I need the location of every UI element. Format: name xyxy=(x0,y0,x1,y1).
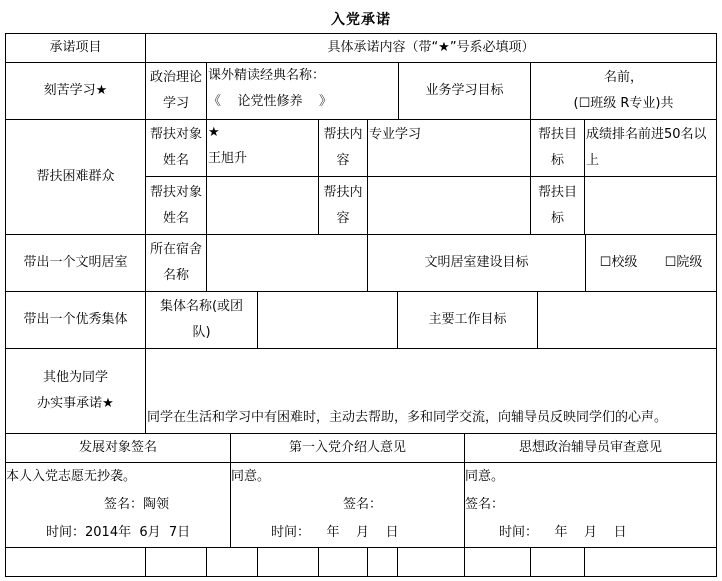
help-content-value-2[interactable] xyxy=(367,176,531,235)
help-goal-value[interactable]: 成绩排名前进50名以上 xyxy=(584,119,717,177)
bottom-cell-5 xyxy=(318,547,368,577)
collective-name-label: 集体名称(或团 队) xyxy=(145,291,258,349)
collective-name-value[interactable] xyxy=(257,291,398,349)
other-value[interactable]: 同学在生活和学习中有困难时，主动去帮助，多和同学交流，向辅导员反映同学们的心声。 xyxy=(145,348,717,434)
bottom-cell-2 xyxy=(145,547,207,577)
help-object-name[interactable] xyxy=(206,119,319,177)
sig-col2-time: 时间： 年 月 日 xyxy=(271,525,399,540)
dorm-room-value[interactable] xyxy=(206,234,368,292)
help-object-name-2[interactable] xyxy=(206,176,319,235)
help-content-value[interactable]: 专业学习 xyxy=(367,119,531,177)
business-target-value[interactable] xyxy=(530,62,717,120)
sig-col3-sign: 签名： xyxy=(465,497,505,512)
bottom-cell-9 xyxy=(530,547,585,577)
header-item-col: 承诺项目 xyxy=(5,33,146,63)
help-label: 帮扶困难群众 xyxy=(5,119,146,235)
reading-value: 《 论党性修养 》 xyxy=(208,94,333,109)
politics-line2: 学习 xyxy=(162,96,189,111)
bottom-cell-4 xyxy=(257,547,319,577)
sig-col-2[interactable] xyxy=(230,462,465,548)
bottom-cell-3 xyxy=(206,547,258,577)
sig-header-2: 第一入党介绍人意见 xyxy=(230,433,465,463)
dorm-room-label: 所在宿舍 名称 xyxy=(145,234,207,292)
collective-work-value[interactable] xyxy=(537,291,717,349)
help-content-label: 帮扶内 容 xyxy=(318,119,368,177)
sig-col1-time: 时间：2014年 6月 7日 xyxy=(46,525,191,540)
business-target-label: 业务学习目标 xyxy=(398,62,531,120)
header-content-col: 具体承诺内容（带“★”号系必填项） xyxy=(145,33,717,63)
politics-study-label xyxy=(145,62,207,120)
help-goal-label: 帮扶目 标 xyxy=(530,119,585,177)
help-object-label-2: 帮扶对象 姓名 xyxy=(145,176,207,235)
sig-col3-time: 时间： 年 月 日 xyxy=(499,525,627,540)
sig-col1-statement: 本人入党志愿无抄袭。 xyxy=(6,469,137,484)
sig-col2-statement: 同意。 xyxy=(231,469,271,484)
option-college-checkbox[interactable]: ☐院级 xyxy=(664,255,703,270)
study-label: 刻苦学习★ xyxy=(5,62,146,120)
help-content-label-2: 帮扶内 容 xyxy=(318,176,368,235)
required-star-icon: ★ xyxy=(208,125,220,140)
help-goal-label-2: 帮扶目 标 xyxy=(530,176,585,235)
reading-label: 课外精读经典名称： xyxy=(208,68,326,83)
other-label: 其他为同学 办实事承诺★ xyxy=(5,348,146,434)
sig-col-3[interactable] xyxy=(464,462,717,548)
sig-col1-sign: 签名：陶领 xyxy=(104,497,170,512)
reading-cell[interactable] xyxy=(206,62,399,120)
dorm-goal-options xyxy=(585,234,717,292)
option-school-checkbox[interactable]: ☐校级 xyxy=(599,255,638,270)
target-line1: 名前， xyxy=(578,62,669,91)
politics-line1: 政治理论 xyxy=(149,70,202,85)
dorm-label: 带出一个文明居室 xyxy=(5,234,146,292)
sig-col3-statement: 同意。 xyxy=(465,469,505,484)
collective-label: 带出一个优秀集体 xyxy=(5,291,146,349)
dorm-goal-label: 文明居室建设目标 xyxy=(367,234,586,292)
collective-work-label: 主要工作目标 xyxy=(397,291,538,349)
bottom-cell-10 xyxy=(584,547,717,577)
page-title: 入党承诺 xyxy=(331,12,391,28)
bottom-cell-7 xyxy=(397,547,465,577)
help-object-label: 帮扶对象 姓名 xyxy=(145,119,207,177)
help-object-name-value: 王旭升 xyxy=(208,151,248,166)
bottom-cell-1 xyxy=(5,547,146,577)
help-goal-value-2[interactable] xyxy=(584,176,717,235)
sig-col-1[interactable] xyxy=(5,462,231,548)
sig-col2-sign: 签名： xyxy=(343,497,383,512)
sig-header-1: 发展对象签名 xyxy=(5,433,231,463)
bottom-cell-8 xyxy=(464,547,531,577)
sig-header-3: 思想政治辅导员审查意见 xyxy=(464,433,717,463)
target-line2: (☐班级 R专业)共 xyxy=(574,91,674,120)
bottom-cell-6 xyxy=(367,547,398,577)
